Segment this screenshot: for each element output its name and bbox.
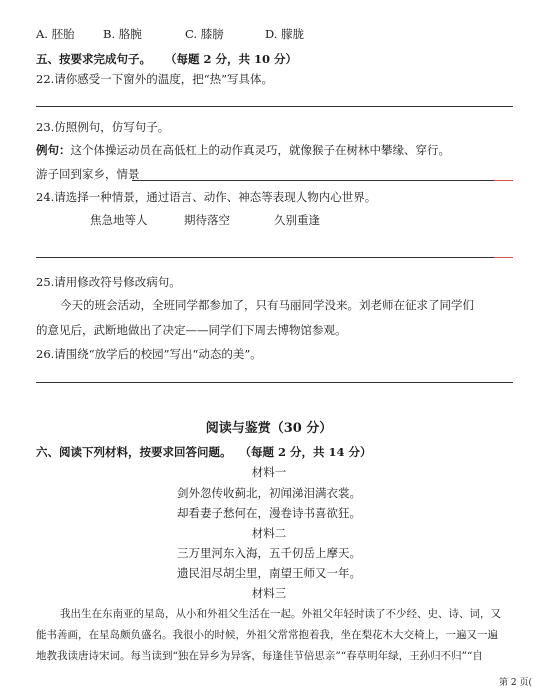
question-22: 22.请你感受一下窗外的温度，把“热”写具体。	[36, 72, 274, 86]
answer-line-22[interactable]	[36, 106, 513, 107]
example-label: 例句：	[36, 143, 71, 157]
answer-line-23[interactable]	[132, 180, 494, 181]
section6-title: 六、阅读下列材料，按要求回答问题。	[36, 445, 232, 459]
material3-line1: 我出生在东南亚的星岛，从小和外祖父生活在一起。外祖父年轻时读了不少经、史、诗、词，又	[60, 608, 501, 620]
material2-label: 材料二	[251, 526, 287, 540]
option-d: D. 朦胧	[265, 27, 305, 41]
option-c: C. 膝膀	[185, 27, 224, 41]
example-sentence	[36, 143, 450, 157]
q24-choice-2: 期待落空	[184, 213, 230, 227]
page-number: 第 2 页(	[499, 678, 532, 688]
answer-line-24-mark	[494, 257, 513, 258]
question-26: 26.请围绕“放学后的校园”写出“动态的美”。	[36, 347, 262, 361]
question-23: 23.仿照例句，仿写句子。	[36, 120, 170, 134]
material3-line2: 能书善画，在星岛颇负盛名。我很小的时候，外祖父常常抱着我，坐在梨花木大交椅上，一遍又一遍	[36, 629, 498, 641]
answer-line-24[interactable]	[36, 257, 494, 258]
option-b: B. 胳腕	[103, 27, 142, 41]
question-24: 24.请选择一种情景，通过语言、动作、神态等表现人物内心世界。	[36, 190, 377, 204]
material2-line1: 三万里河东入海，五千仞岳上摩天。	[177, 546, 361, 560]
section6-points: （每题 2 分，共 14 分）	[239, 445, 372, 459]
question-25: 25.请用修改符号修改病句。	[36, 275, 181, 289]
material1-label: 材料一	[251, 465, 287, 479]
answer-line-23-mark	[494, 180, 513, 181]
material3-line3: 地教我读唐诗宋词。每当读到“独在异乡为异客，每逢佳节倍思亲”“春草明年绿，王孙归不归”“自	[36, 650, 483, 662]
q24-choice-1: 焦急地等人	[90, 213, 148, 227]
material1-line2: 却看妻子愁何在，漫卷诗书喜欲狂。	[177, 506, 361, 520]
answer-line-26[interactable]	[36, 382, 513, 383]
example-text: 这个体操运动员在高低杠上的动作真灵巧，就像猴子在树林中攀缘、穿行。	[70, 143, 450, 157]
section5-points: （每题 2 分，共 10 分）	[165, 52, 298, 66]
q25-paragraph-line1: 今天的班会活动，全班同学都参加了，只有马丽同学没来。刘老师在征求了同学们	[60, 298, 474, 312]
section5-title: 五、按要求完成句子。	[36, 52, 151, 66]
material1-line1: 剑外忽传收蓟北，初闻涕泪满衣裳。	[177, 486, 361, 500]
q25-paragraph-line2: 的意见后，武断地做出了决定——同学们下周去博物馆参观。	[36, 323, 347, 337]
question-23-prompt: 游子回到家乡，情景	[36, 167, 140, 181]
material2-line2: 遗民泪尽胡尘里，南望王师又一年。	[177, 566, 361, 580]
reading-section-title: 阅读与鉴赏（30 分）	[205, 421, 333, 436]
material3-label: 材料三	[251, 586, 287, 600]
section6-heading	[36, 445, 372, 459]
q24-choice-3: 久别重逢	[274, 213, 320, 227]
section5-heading	[36, 52, 297, 66]
option-a: A. 胚胎	[36, 27, 75, 41]
